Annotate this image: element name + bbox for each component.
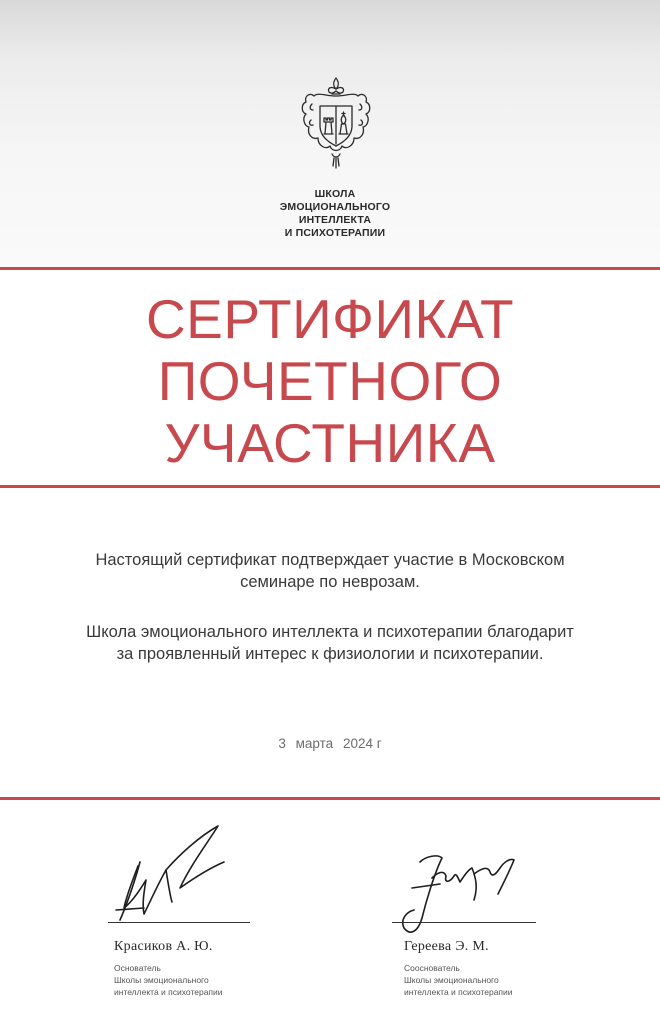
school-name-line: И ПСИХОТЕРАПИИ (284, 227, 386, 239)
signatory-1-org: интеллекта и психотерапии (114, 987, 223, 997)
issue-date (0, 736, 660, 751)
body-line: Настоящий сертификат подтверждает участие в Московском (95, 551, 565, 569)
date-month: марта (295, 736, 334, 751)
divider-bottom (0, 797, 660, 800)
title-line: СЕРТИФИКАТ (145, 288, 515, 350)
school-name (230, 188, 440, 240)
school-name-line: ШКОЛА (314, 188, 356, 200)
body-line: семинаре по неврозам. (240, 573, 420, 591)
signatory-2-org: Школы эмоционального (404, 975, 499, 985)
signature-line-2 (392, 922, 536, 923)
date-year: 2024 г (342, 736, 382, 751)
signature-line-1 (108, 922, 250, 923)
signatory-2-org: интеллекта и психотерапии (404, 987, 513, 997)
signature-krasikov (110, 822, 250, 932)
school-name-line: ЭМОЦИОНАЛЬНОГО (279, 201, 391, 213)
signatory-1-org: Школы эмоционального (114, 975, 209, 985)
title-line: ПОЧЕТНОГО (157, 350, 503, 412)
signature-gereeva (392, 848, 532, 938)
participation-paragraph (30, 549, 630, 593)
certificate-title (0, 288, 660, 474)
school-name-line: ИНТЕЛЛЕКТА (298, 214, 372, 226)
divider-middle (0, 485, 660, 488)
body-line: Школа эмоционального интеллекта и психотерапии благодарит (86, 623, 574, 641)
date-day: 3 (278, 736, 286, 751)
chess-crest-emblem-icon (296, 74, 376, 174)
signatory-2-role: Сооснователь (404, 963, 460, 973)
signatory-1-name: Красиков А. Ю. (114, 939, 213, 954)
signatory-2-name: Гереева Э. М. (404, 939, 489, 954)
body-line: за проявленный интерес к физиологии и психотерапии. (116, 645, 544, 663)
divider-top (0, 267, 660, 270)
signatory-1-role: Основатель (114, 963, 161, 973)
title-line: УЧАСТНИКА (164, 412, 496, 474)
gratitude-paragraph (30, 621, 630, 665)
